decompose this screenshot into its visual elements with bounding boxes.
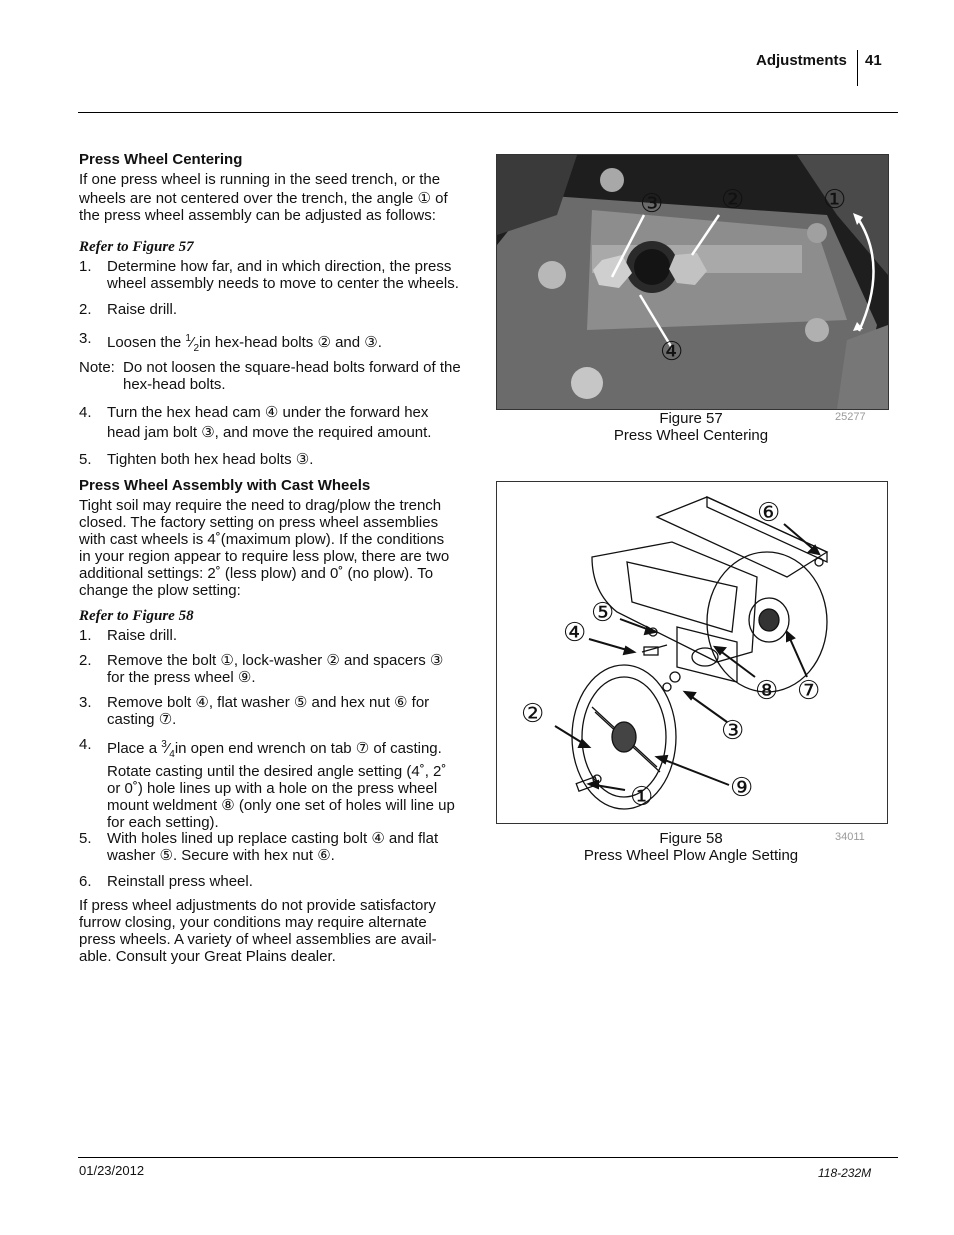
- callout-3: ③: [640, 189, 664, 219]
- text-line: closed. The factory setting on press wheel assemblies: [79, 514, 439, 531]
- footer-rule: [78, 1157, 898, 1158]
- note-label: Note:: [79, 359, 115, 376]
- section-intro-centering: [79, 171, 479, 224]
- text-line: Do not loosen the square-head bolts forward of the: [123, 359, 461, 376]
- text-line: press wheels. A variety of wheel assemblies are avail-: [79, 931, 437, 948]
- text-line: Reinstall press wheel.: [107, 873, 253, 890]
- figure-58-title: Press Wheel Plow Angle Setting: [583, 847, 799, 864]
- text-line: washer ⑤. Secure with hex nut ⑥.: [107, 847, 335, 864]
- callout-4: ④: [563, 618, 587, 648]
- list-number: 3.: [79, 694, 92, 711]
- text-line: Rotate casting until the desired angle setting (4˚, 2˚: [107, 763, 447, 780]
- callout-5: ⑤: [591, 598, 615, 628]
- text-line: head jam bolt ③, and move the required amount.: [107, 424, 432, 441]
- section-heading-centering: Press Wheel Centering: [79, 151, 243, 168]
- text-span: in open end wrench on tab ⑦ of casting.: [174, 740, 442, 757]
- section-intro-cast-wheels: [79, 497, 479, 599]
- figure-58-number: 34011: [835, 831, 865, 843]
- callout-1: ①: [823, 185, 847, 215]
- figure-58-drawing: [496, 481, 888, 824]
- text-line: wheels are not centered over the trench, the angle ① of: [79, 190, 448, 207]
- text-line: furrow closing, your conditions may require alternate: [79, 914, 427, 931]
- text-span: Place a: [107, 740, 162, 757]
- list-number: 2.: [79, 301, 92, 318]
- callout-9: ⑨: [730, 773, 754, 803]
- text-line: in your region appear to require less plow, there are two: [79, 548, 450, 565]
- text-line: With holes lined up replace casting bolt ④ and flat: [107, 830, 439, 847]
- text-line: Raise drill.: [107, 627, 178, 644]
- text-line: Tight soil may require the need to drag/plow the trench: [79, 497, 442, 514]
- text-span: Loosen the: [107, 334, 186, 351]
- callout-4: ④: [660, 337, 684, 367]
- callout-2: ②: [721, 185, 745, 215]
- callout-2: ②: [521, 699, 545, 729]
- callout-6: ⑥: [757, 498, 781, 528]
- text-line: If press wheel adjustments do not provide satisfactory: [79, 897, 436, 914]
- footer-doc-number: 118-232M: [818, 1166, 872, 1180]
- text-line: mount weldment ⑧ (only one set of holes will line up: [107, 797, 455, 814]
- callout-7: ⑦: [797, 676, 821, 706]
- figure-57-label: Figure 57: [659, 410, 723, 427]
- footer-date: 01/23/2012: [79, 1163, 145, 1178]
- fraction-denominator: 4: [169, 749, 175, 760]
- callout-3: ③: [721, 716, 745, 746]
- text-line: Tighten both hex head bolts ③.: [107, 451, 314, 468]
- callout-1: ①: [630, 782, 654, 812]
- text-line: additional settings: 2˚ (less plow) and 0˚ (no plow). To: [79, 565, 434, 582]
- list-number: 1.: [79, 258, 92, 275]
- closing-paragraph: [79, 897, 479, 965]
- fraction-denominator: 2: [193, 343, 200, 354]
- fraction-numerator: 1: [185, 333, 191, 344]
- page-number: 41: [865, 52, 882, 69]
- list-number: 5.: [79, 830, 92, 847]
- figure-reference: Refer to Figure 58: [79, 608, 194, 624]
- figure-reference: Refer to Figure 57: [79, 239, 194, 255]
- text-line: able. Consult your Great Plains dealer.: [79, 948, 336, 965]
- list-number: 2.: [79, 652, 92, 669]
- press-wheel-exploded-diagram: [497, 482, 887, 823]
- figure-57-title: Press Wheel Centering: [613, 427, 769, 444]
- list-number: 4.: [79, 404, 92, 421]
- figure-57-photo: [496, 154, 889, 410]
- text-line: for each setting).: [107, 814, 219, 831]
- text-line: hex-head bolts.: [123, 376, 226, 393]
- figure-57-number: 25277: [835, 411, 866, 423]
- text-line: the press wheel assembly can be adjusted as follows:: [79, 207, 436, 224]
- text-line: Determine how far, and in which direction, the press: [107, 258, 452, 275]
- text-line: Raise drill.: [107, 301, 178, 318]
- text-line: with cast wheels is 4˚(maximum plow). If the conditions: [79, 531, 445, 548]
- text-span: in hex-head bolts ② and ③.: [199, 334, 382, 351]
- list-number: 3.: [79, 330, 92, 347]
- text-line: Turn the hex head cam ④ under the forward hex: [107, 404, 429, 421]
- header-rule: [78, 112, 898, 113]
- header-section-title: Adjustments: [756, 52, 847, 69]
- text-line: for the press wheel ⑨.: [107, 669, 256, 686]
- text-line: Remove the bolt ①, lock-washer ② and spacers ③: [107, 652, 444, 669]
- text-line: If one press wheel is running in the seed trench, or the: [79, 171, 441, 188]
- list-number: 1.: [79, 627, 92, 644]
- callout-8: ⑧: [755, 676, 779, 706]
- text-line: casting ⑦.: [107, 711, 177, 728]
- figure-58-label: Figure 58: [659, 830, 723, 847]
- text-line: Remove bolt ④, flat washer ⑤ and hex nut ⑥ for: [107, 694, 430, 711]
- list-number: 5.: [79, 451, 92, 468]
- text-line: change the plow setting:: [79, 582, 241, 599]
- text-line: or 0˚) hole lines up with a hole on the press wheel: [107, 780, 438, 797]
- text-line: wheel assembly needs to move to center the wheels.: [107, 275, 459, 292]
- list-number: 6.: [79, 873, 92, 890]
- list-number: 4.: [79, 736, 92, 753]
- header-divider: [857, 50, 858, 86]
- fraction-numerator: 3: [161, 739, 167, 750]
- section-heading-cast-wheels: Press Wheel Assembly with Cast Wheels: [79, 477, 371, 494]
